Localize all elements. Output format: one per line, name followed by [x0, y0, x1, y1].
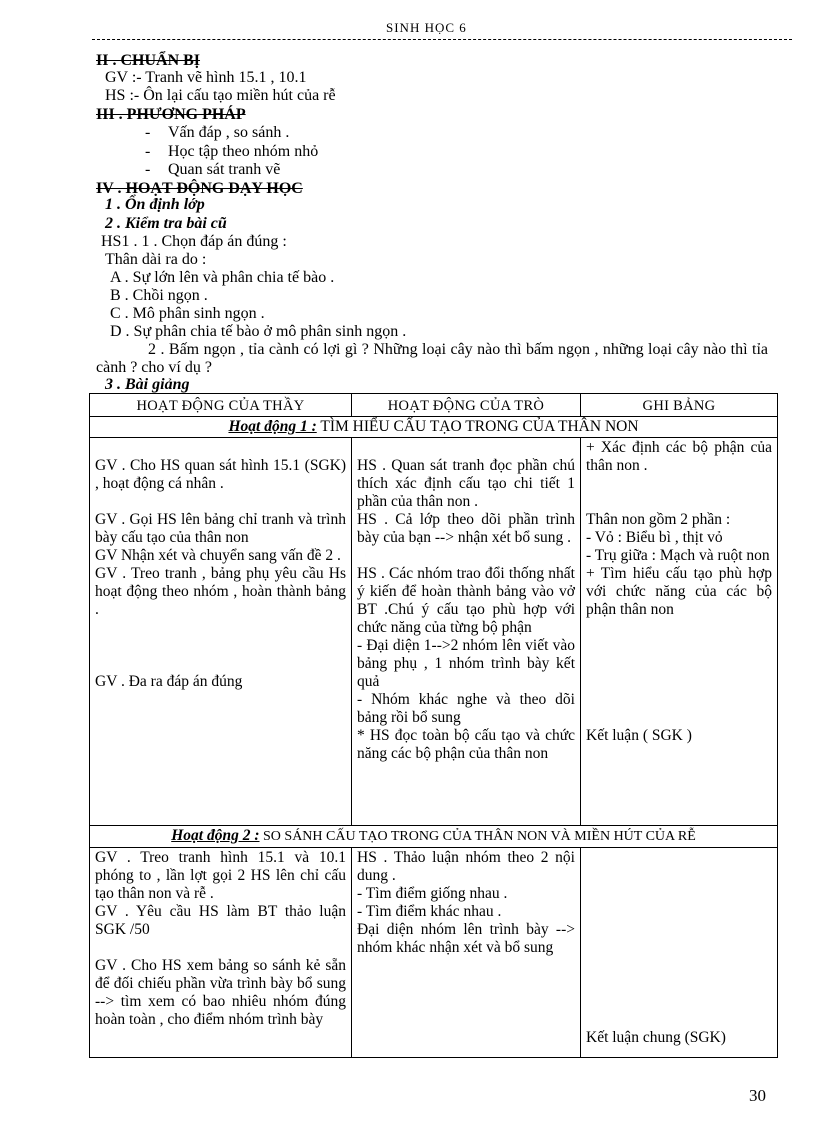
col-header-student: HOẠT ĐỘNG CỦA TRÒ [352, 394, 581, 417]
activity-2-label: Hoạt động 2 : [171, 827, 260, 844]
header-divider [92, 39, 792, 40]
board-note: - Vỏ : Biểu bì , thịt vỏ [586, 529, 723, 546]
question-1: HS1 . 1 . Chọn đáp án đúng : [101, 233, 287, 250]
table-header-row [90, 394, 778, 417]
board-cell [581, 438, 778, 826]
student-cell [352, 848, 581, 1058]
activity-2-row [90, 826, 778, 848]
col-header-teacher: HOẠT ĐỘNG CỦA THẦY [90, 394, 352, 417]
student-step: HS . Quan sát tranh đọc phần chú thích xác định cấu tạo chi tiết 1 phần của thân non . [357, 457, 575, 510]
lesson-table [89, 393, 778, 1058]
subsection-2: 2 . Kiểm tra bài cũ [105, 215, 227, 232]
option-d: D . Sự phân chia tế bào ở mô phân sinh ngọn . [110, 323, 407, 340]
page-header: SINH HỌC 6 [386, 20, 467, 35]
method-bullet: - [145, 143, 151, 160]
activity-2-title-cell [90, 826, 778, 848]
method-item: Quan sát tranh vẽ [168, 161, 281, 178]
col-header-board: GHI BẢNG [581, 394, 778, 417]
student-step: - Đại diện 1-->2 nhóm lên viết vào bảng phụ , 1 nhóm trình bày kết quả [357, 637, 575, 690]
teacher-step: GV . Treo tranh , bảng phụ yêu cầu Hs hoạt động theo nhóm , hoàn thành bảng . [95, 565, 346, 618]
subsection-3: 3 . Bài giảng [105, 376, 190, 393]
teacher-step: GV . Cho HS quan sát hình 15.1 (SGK) , hoạt động cá nhân . [95, 457, 346, 492]
method-item: Vấn đáp , so sánh . [168, 124, 290, 141]
table-row [90, 438, 778, 826]
teacher-step: GV . Treo tranh hình 15.1 và 10.1 phóng to , lần lợt gọi 2 HS lên chỉ cấu tạo thân non và rễ . [95, 849, 346, 902]
student-step: * HS đọc toàn bộ cấu tạo và chức năng các bộ phận của thân non [357, 727, 575, 762]
prep-student-line: HS :- Ôn lại cấu tạo miền hút của rễ [105, 87, 336, 104]
teacher-step: GV . Yêu cầu HS làm BT thảo luận SGK /50 [95, 903, 346, 938]
board-note: + Xác định các bộ phận của thân non . [586, 439, 772, 474]
activity-1-label: Hoạt động 1 : [228, 418, 317, 435]
board-conclusion: Kết luận chung (SGK) [586, 1029, 726, 1046]
board-note: + Tìm hiểu cấu tạo phù hợp với chức năng của các bộ phận thân non [586, 565, 772, 618]
teacher-cell [90, 848, 352, 1058]
teacher-step: GV Nhận xét và chuyển sang vấn đề 2 . [95, 547, 341, 564]
teacher-step: GV . Cho HS xem bảng so sánh kẻ sẵn để đối chiếu phần vừa trình bày bổ sung --> tìm xem có bao nhiêu nhóm đúng hoàn toàn , cho điểm nhóm trình bày [95, 957, 346, 1028]
activity-1-title: TÌM HIỂU CẤU TẠO TRONG CỦA THÂN NON [316, 418, 639, 435]
option-a: A . Sự lớn lên và phân chia tế bào . [110, 269, 335, 286]
section-3-heading: III . PHƯƠNG PHÁP [96, 106, 246, 123]
method-bullet: - [145, 161, 151, 178]
board-cell [581, 848, 778, 1058]
student-step: HS . Thảo luận nhóm theo 2 nội dung . [357, 849, 575, 884]
teacher-step: GV . Gọi HS lên bảng chỉ tranh và trình bày cấu tạo của thân non [95, 511, 346, 546]
option-b: B . Chồi ngọn . [110, 287, 208, 304]
activity-1-row [90, 417, 778, 438]
student-step: Đại diện nhóm lên trình bày --> nhóm khác nhận xét và bổ sung [357, 921, 575, 956]
method-item: Học tập theo nhóm nhỏ [168, 143, 319, 160]
teacher-step: GV . Đa ra đáp án đúng [95, 673, 243, 690]
board-note: Thân non gồm 2 phần : [586, 511, 731, 528]
question-stem: Thân dài ra do : [105, 251, 207, 268]
board-conclusion: Kết luận ( SGK ) [586, 727, 692, 744]
student-step: - Tìm điểm khác nhau . [357, 903, 502, 920]
student-cell [352, 438, 581, 826]
question-2: 2 . Bấm ngọn , tỉa cành có lợi gì ? Những loại cây nào thì bấm ngọn , những loại cây nào thì tỉa cành ? cho ví dụ ? [96, 341, 768, 376]
prep-teacher-line: GV :- Tranh vẽ hình 15.1 , 10.1 [105, 69, 307, 86]
student-step: HS . Các nhóm trao đổi thống nhất ý kiến để hoàn thành bảng vào vở BT .Chú ý cấu tạo phù hợp với chức năng của từng bộ phận [357, 565, 575, 636]
table-row [90, 848, 778, 1058]
section-4-heading: IV . HOẠT ĐỘNG DẠY HỌC [96, 180, 303, 197]
student-step: - Nhóm khác nghe và theo dõi bảng rồi bổ sung [357, 691, 575, 726]
student-step: HS . Cả lớp theo dõi phần trình bày của bạn --> nhận xét bổ sung . [357, 511, 575, 546]
page-number: 30 [749, 1086, 766, 1105]
method-bullet: - [145, 124, 151, 141]
option-c: C . Mô phân sinh ngọn . [110, 305, 265, 322]
subsection-1: 1 . Ổn định lớp [105, 196, 205, 213]
teacher-cell [90, 438, 352, 826]
student-step: - Tìm điểm giống nhau . [357, 885, 508, 902]
board-note: - Trụ giữa : Mạch và ruột non [586, 547, 770, 564]
section-2-heading: II . CHUẨN BỊ [96, 52, 201, 69]
activity-2-title: SO SÁNH CẤU TẠO TRONG CỦA THÂN NON VÀ MIỀN HÚT CỦA RỄ [259, 829, 696, 844]
activity-1-title-cell [90, 417, 778, 438]
